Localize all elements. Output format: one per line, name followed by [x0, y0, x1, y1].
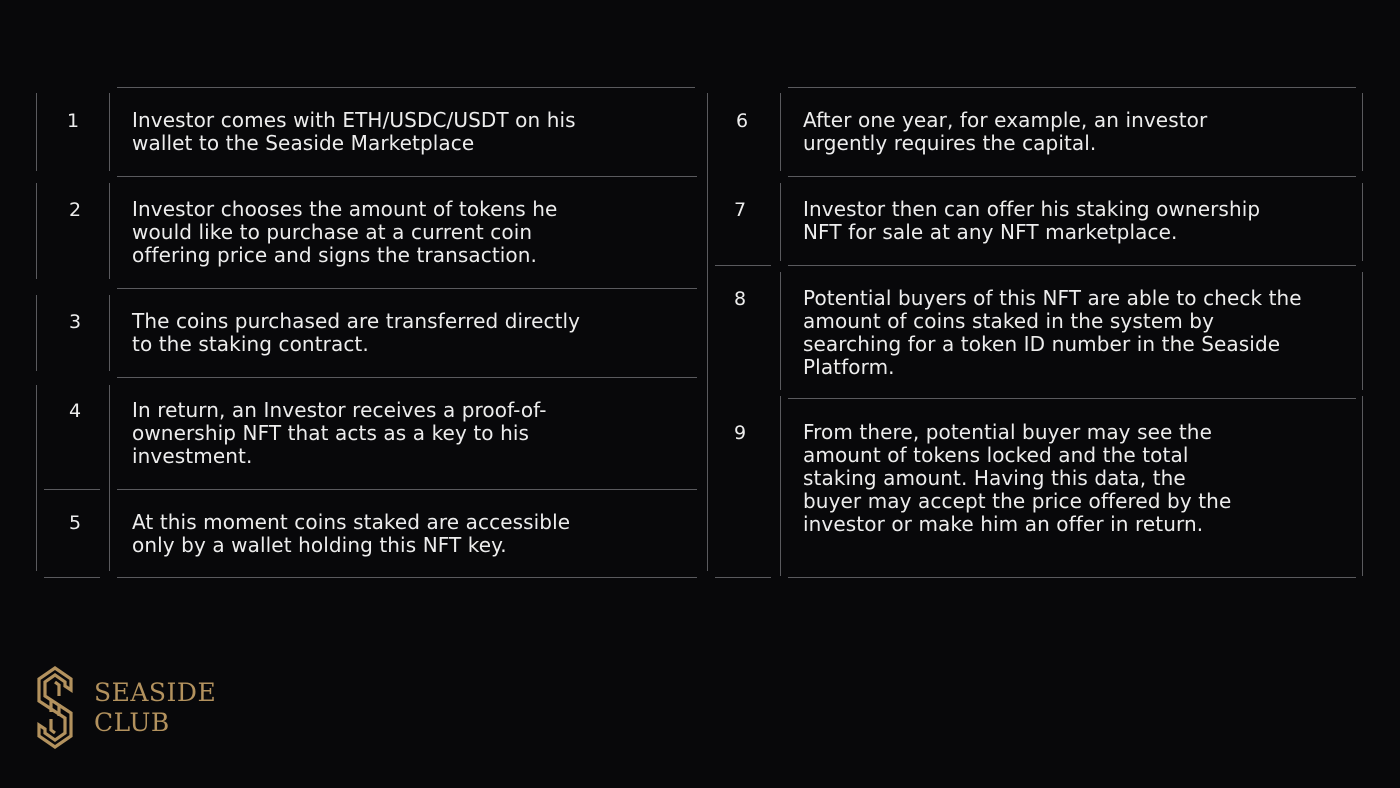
table-border: [715, 577, 771, 578]
seaside-s-emblem-icon: [36, 666, 76, 750]
step-text: At this moment coins staked are accessible only by a wallet holding this NFT key.: [132, 510, 571, 557]
table-border: [788, 176, 1356, 177]
table-border: [1362, 272, 1363, 390]
table-border: [780, 272, 781, 390]
brand-name-line2: CLUB: [94, 708, 170, 737]
step-number: 5: [68, 512, 82, 534]
table-border: [715, 265, 771, 266]
table-border: [117, 176, 697, 177]
step-number: 3: [68, 311, 82, 333]
step-text: Potential buyers of this NFT are able to check the amount of coins staked in the system by searching for a token ID number in the Seaside Platform.: [803, 286, 1302, 379]
table-border: [117, 288, 697, 289]
table-border: [109, 93, 110, 171]
table-border: [117, 577, 697, 578]
seaside-club-logo: [36, 666, 216, 750]
brand-name-line1: SEASIDE: [94, 678, 217, 707]
step-number: 9: [733, 422, 747, 444]
table-border: [117, 489, 697, 490]
step-text: After one year, for example, an investor urgently requires the capital.: [803, 108, 1208, 155]
table-border: [44, 577, 100, 578]
step-text: Investor chooses the amount of tokens he would like to purchase at a current coin offering price and signs the transaction.: [132, 197, 558, 267]
step-number: 4: [68, 400, 82, 422]
table-border: [1362, 396, 1363, 576]
table-border: [1362, 183, 1363, 261]
table-border: [707, 93, 708, 571]
table-border: [780, 93, 781, 171]
table-border: [780, 396, 781, 576]
table-border: [109, 183, 110, 279]
table-border: [780, 183, 781, 261]
step-number: 2: [68, 199, 82, 221]
step-text: From there, potential buyer may see the amount of tokens locked and the total staking amount. Having this data, the buyer may accept the price offered by the investor or make him an offer in return.: [803, 420, 1232, 536]
table-border: [36, 93, 37, 171]
step-text: Investor then can offer his staking ownership NFT for sale at any NFT marketplace.: [803, 197, 1261, 244]
step-text: The coins purchased are transferred directly to the staking contract.: [132, 309, 581, 356]
table-border: [117, 87, 695, 88]
step-number: 1: [66, 110, 80, 132]
step-text: Investor comes with ETH/USDC/USDT on his wallet to the Seaside Marketplace: [132, 108, 576, 155]
table-border: [788, 87, 1356, 88]
table-border: [788, 577, 1356, 578]
step-number: 8: [733, 288, 747, 310]
step-number: 7: [733, 199, 747, 221]
table-border: [109, 385, 110, 571]
table-border: [36, 385, 37, 571]
table-border: [1362, 93, 1363, 171]
table-border: [36, 183, 37, 279]
table-border: [117, 377, 697, 378]
table-border: [44, 489, 100, 490]
table-border: [788, 398, 1356, 399]
table-border: [109, 295, 110, 371]
step-text: In return, an Investor receives a proof-of- ownership NFT that acts as a key to his investment.: [132, 398, 547, 468]
table-border: [788, 265, 1356, 266]
table-border: [36, 295, 37, 371]
step-number: 6: [735, 110, 749, 132]
